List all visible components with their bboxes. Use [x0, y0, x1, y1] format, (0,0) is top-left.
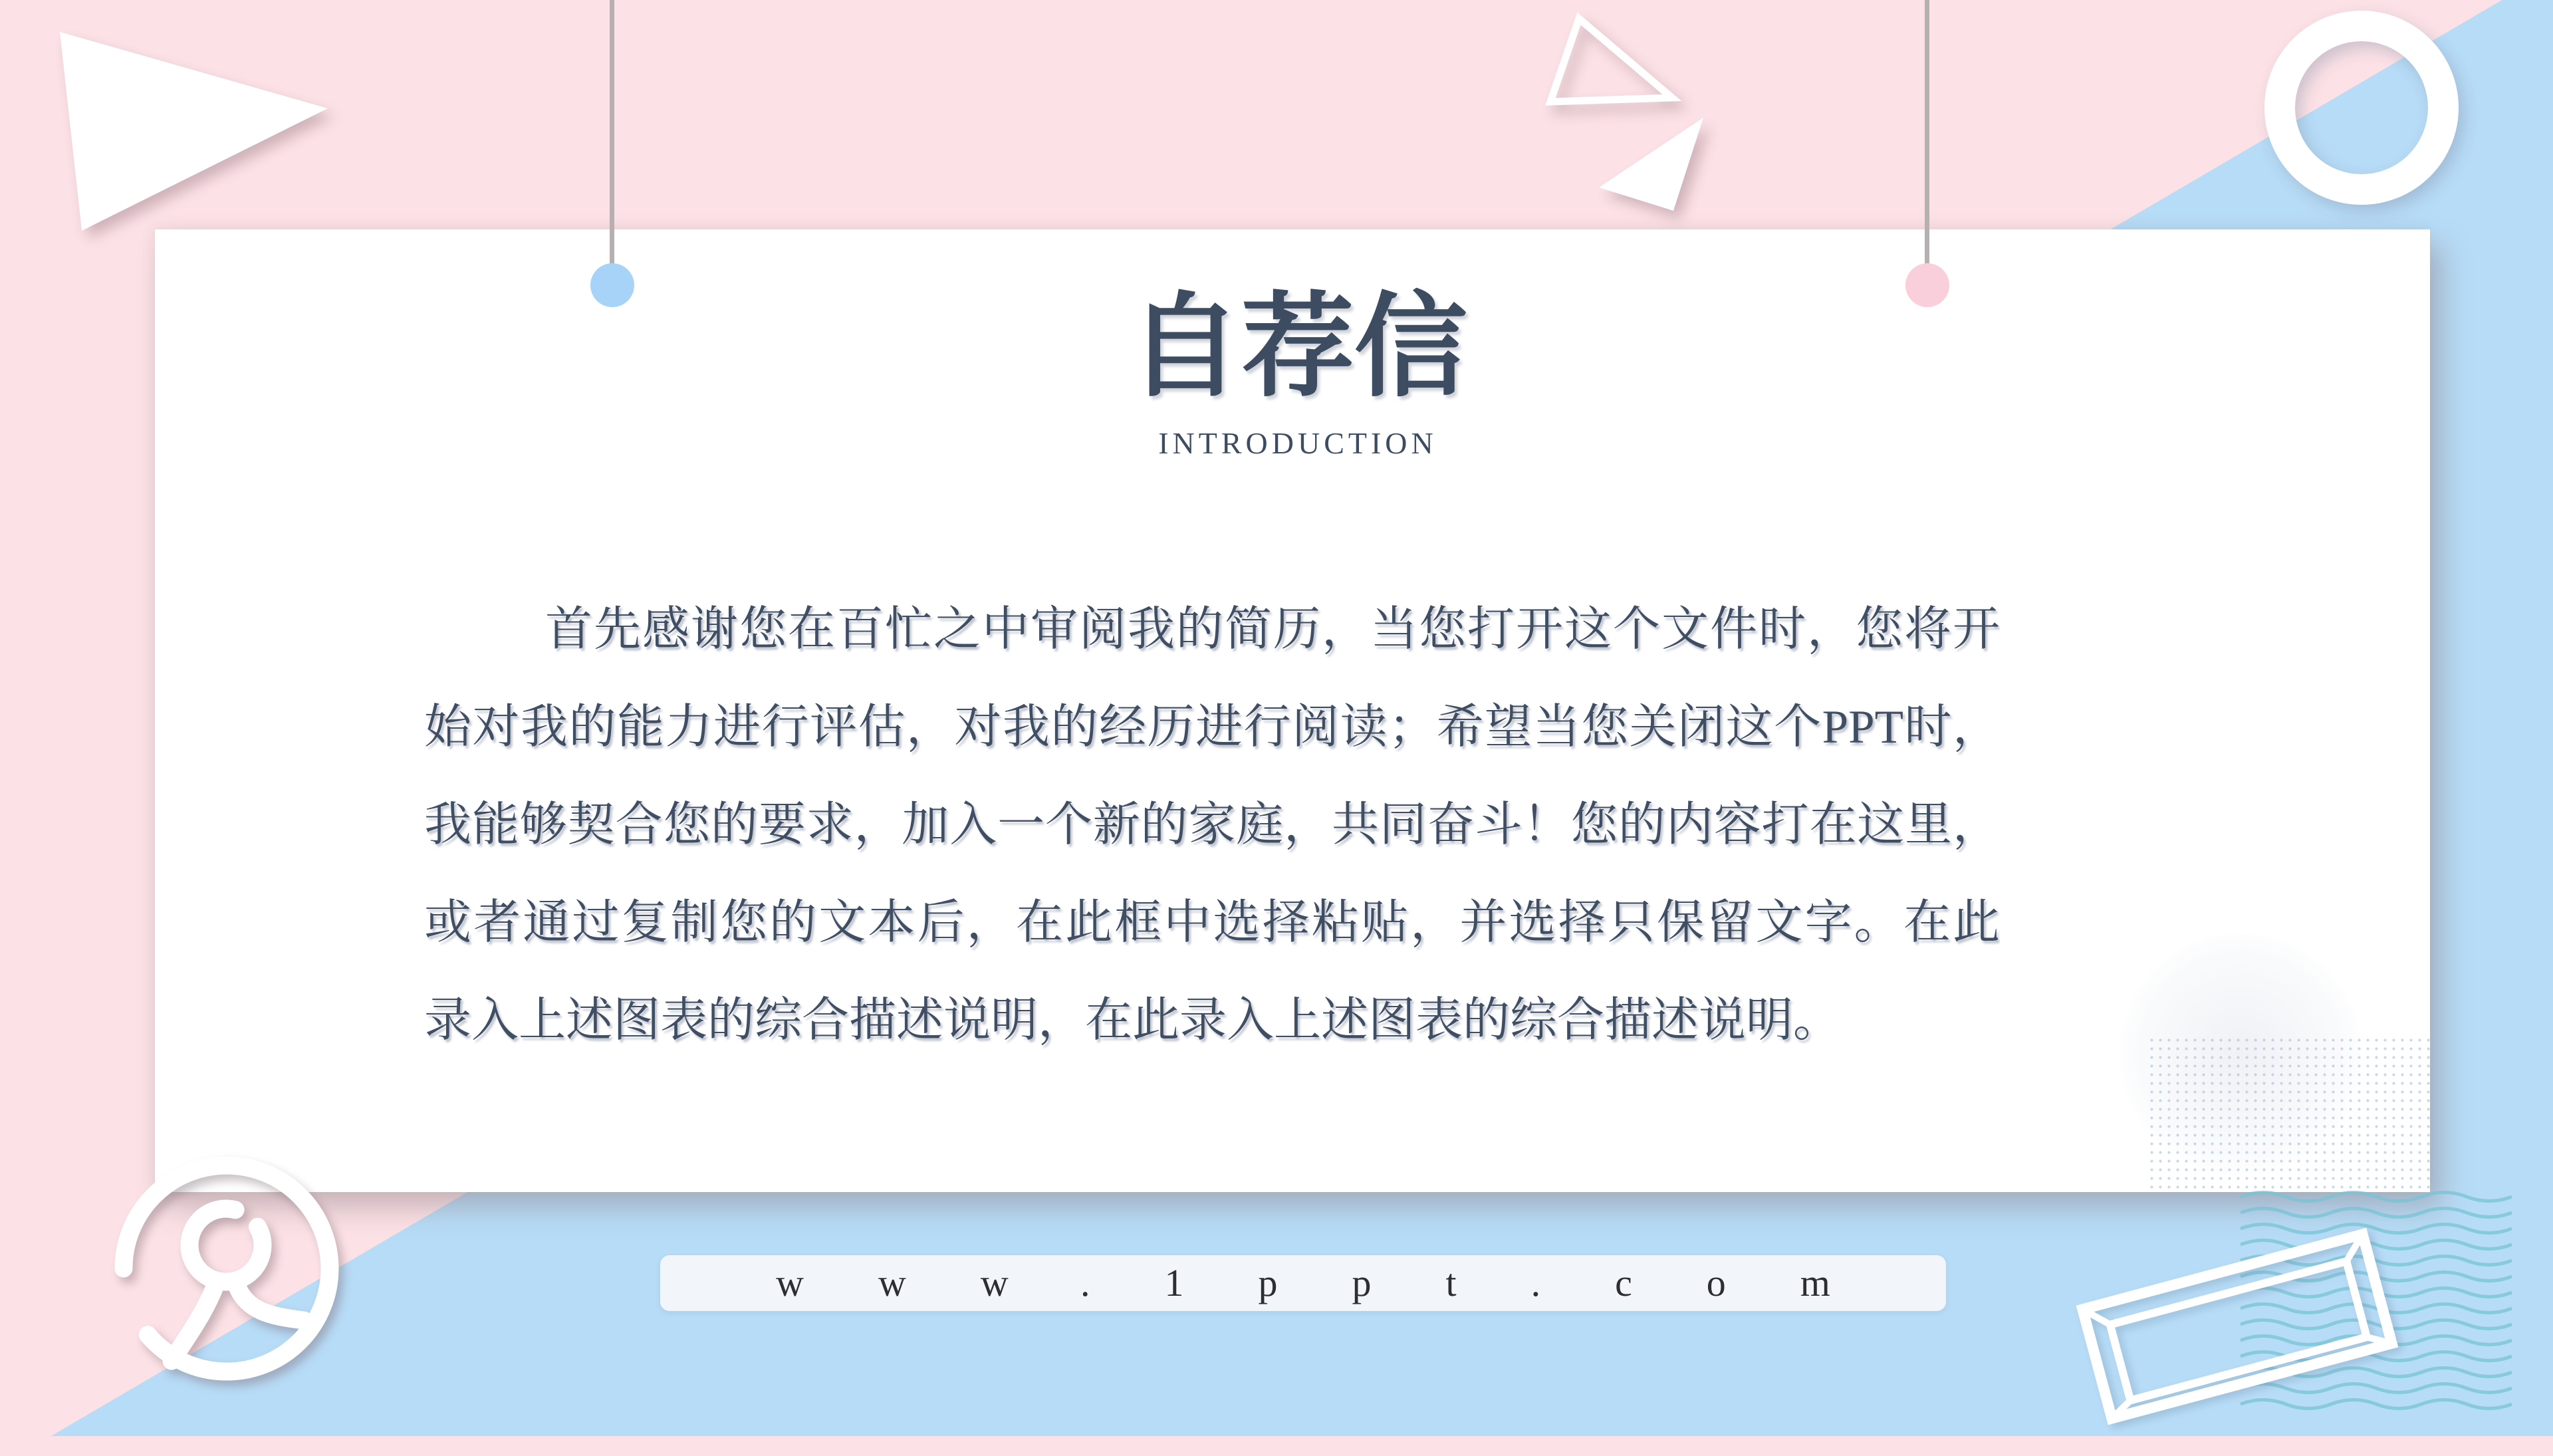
body-line: 首先感谢您在百忙之中审阅我的简历，当您打开这个文件时，您将开: [545, 604, 2000, 656]
solid-triangle-icon: [1599, 118, 1703, 211]
dot-pattern-decoration: [2147, 1036, 2430, 1192]
avatar-shoulder-left: [172, 1288, 214, 1361]
avatar-head: [189, 1209, 263, 1282]
hanging-dot-pink: [1905, 263, 1949, 307]
body-line: 我能够契合您的要求，加入一个新的家庭，共同奋斗！您的内容打在这里，: [424, 799, 2000, 851]
body-line: 始对我的能力进行评估，对我的经历进行阅读；希望当您关闭这个PPT时，: [424, 701, 2000, 753]
wireframe-rectangle-icon: [2058, 1197, 2417, 1456]
page-subtitle: INTRODUCTION: [1158, 426, 1437, 460]
footer-url-bar: [660, 1255, 1946, 1311]
body-line: 或者通过复制您的文本后，在此框中选择粘贴，并选择只保留文字。在此: [424, 897, 2000, 949]
avatar-shoulder-right: [238, 1288, 304, 1320]
avatar-ring: [124, 1165, 330, 1372]
page-title: 自荐信: [1128, 285, 1467, 410]
hanging-line-right: [1925, 0, 1929, 265]
footer-url-text: www.1ppt.com: [776, 1261, 1905, 1304]
outline-triangle-icon: [1529, 0, 1755, 239]
circle-ring-icon: [2247, 0, 2487, 219]
hanging-line-left: [610, 0, 614, 265]
user-in-circle-icon: [94, 1136, 360, 1401]
hanging-dot-blue: [590, 263, 634, 307]
body-line: 录入上述图表的综合描述说明，在此录入上述图表的综合描述说明。: [424, 995, 1841, 1046]
body-paragraph: [424, 581, 2000, 1070]
